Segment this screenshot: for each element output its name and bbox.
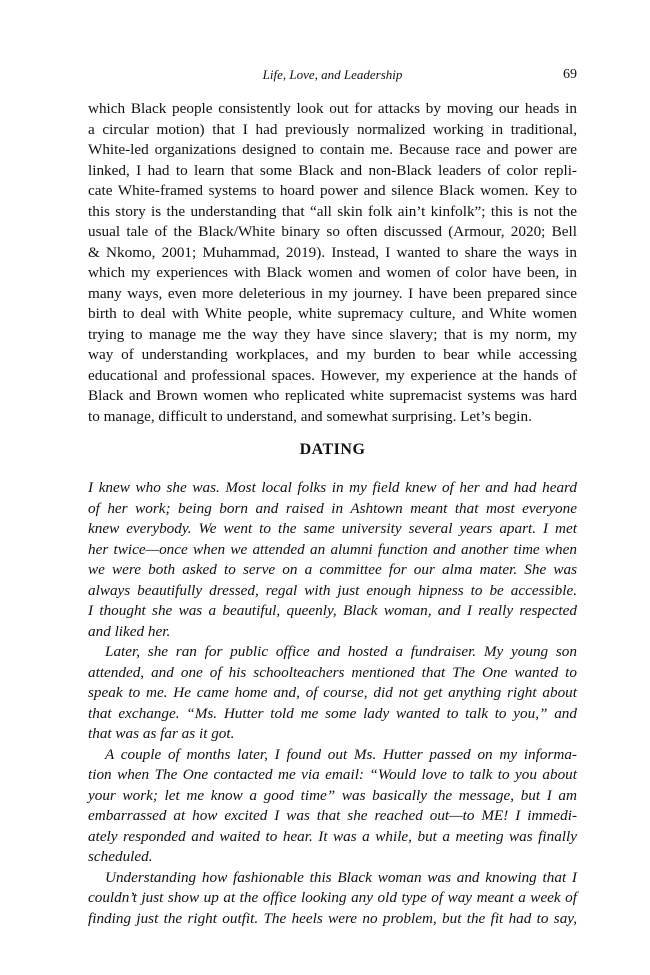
text-line: Later, she ran for public office and hosted a fundraiser. My young son [105, 643, 577, 660]
text-line: that exchange. “Ms. Hutter told me some lady wanted to talk to you,” and [88, 704, 577, 722]
text-line: a circular motion) that I had previously normalized working in traditional, [88, 120, 577, 138]
narrative-block [88, 478, 577, 929]
text-line: cate White-framed systems to hoard power and silence Black women. Key to [88, 182, 577, 199]
running-head [88, 67, 577, 85]
text-line: way of understanding workplaces, and my burden to bear while accessing [88, 346, 577, 363]
text-line: birth to deal with White people, white supremacy culture, and White women [88, 305, 577, 322]
text-line: which Black people consistently look out for attacks by moving our heads in [88, 100, 577, 117]
text-line: linked, I had to learn that some Black and non-Black leaders of color repli- [88, 161, 577, 179]
text-line: of her work; being born and raised in Ashtown meant that most everyone [88, 499, 577, 517]
text-line: White-led organizations designed to contain me. Because race and power are [88, 141, 577, 158]
text-line: I thought she was a beautiful, queenly, Black woman, and I really respected [88, 602, 577, 619]
text-line: finding just the right outfit. The heels were no problem, but the fit had to say, [88, 909, 577, 927]
text-line: and liked her. [88, 622, 171, 640]
text-line: Understanding how fashionable this Black woman was and knowing that I [105, 868, 577, 886]
text-line: this story is the understanding that “all skin folk ain’t kinfolk”; this is not the [88, 202, 577, 220]
text-line: I knew who she was. Most local folks in my field knew of her and had heard [88, 479, 577, 496]
text-line: embarrassed at how excited I was that she reached out—to ME! I immedi- [88, 807, 577, 824]
text-line: many ways, even more deleterious in my journey. I have been prepared since [88, 284, 577, 302]
text-line: usual tale of the Black/White binary so often discussed (Armour, 2020; Bell [88, 223, 577, 240]
text-line: & Nkomo, 2001; Muhammad, 2019). Instead, I wanted to share the ways in [88, 243, 577, 261]
body-paragraph [88, 99, 577, 427]
text-line: tion when The One contacted me via email: “Would love to talk to you about [88, 766, 577, 783]
text-line: always beautifully dressed, regal with just enough hipness to be accessible. [88, 581, 577, 599]
running-title: Life, Love, and Leadership [262, 67, 403, 82]
text-line: scheduled. [88, 848, 153, 865]
text-line: that was as far as it got. [88, 725, 235, 742]
text-line: ately responded and waited to hear. It was a while, but a meeting was finally [88, 827, 577, 845]
text-line: couldn’t just show up at the office looking any old type of way meant a week of [88, 889, 577, 906]
text-line: knew everybody. We went to the same university several years apart. I met [88, 520, 577, 537]
text-line: which my experiences with Black women and women of color have been, in [88, 264, 577, 281]
text-line: we were both asked to serve on a committee for our alma mater. She was [88, 561, 577, 578]
text-line: A couple of months later, I found out Ms. Hutter passed on my informa- [105, 745, 577, 763]
text-line: Black and Brown women who replicated white supremacist systems was hard [88, 387, 577, 404]
text-line: to manage, difficult to understand, and somewhat surprising. Let’s begin. [88, 407, 532, 425]
text-line: her twice—once when we attended an alumni function and another time when [88, 540, 577, 558]
text-line: speak to me. He came home and, of course, did not get anything right about [88, 684, 577, 701]
text-line: attended, and one of his schoolteachers mentioned that The One wanted to [88, 663, 577, 681]
page-number: 69 [563, 67, 577, 82]
text-line: trying to manage me the way they have since slavery; that is my norm, my [88, 325, 577, 343]
text-line: educational and professional spaces. However, my experience at the hands of [88, 366, 577, 384]
text-line: your work; let me know a good time” was basically the message, but I am [88, 786, 577, 804]
section-heading: DATING [299, 441, 366, 458]
